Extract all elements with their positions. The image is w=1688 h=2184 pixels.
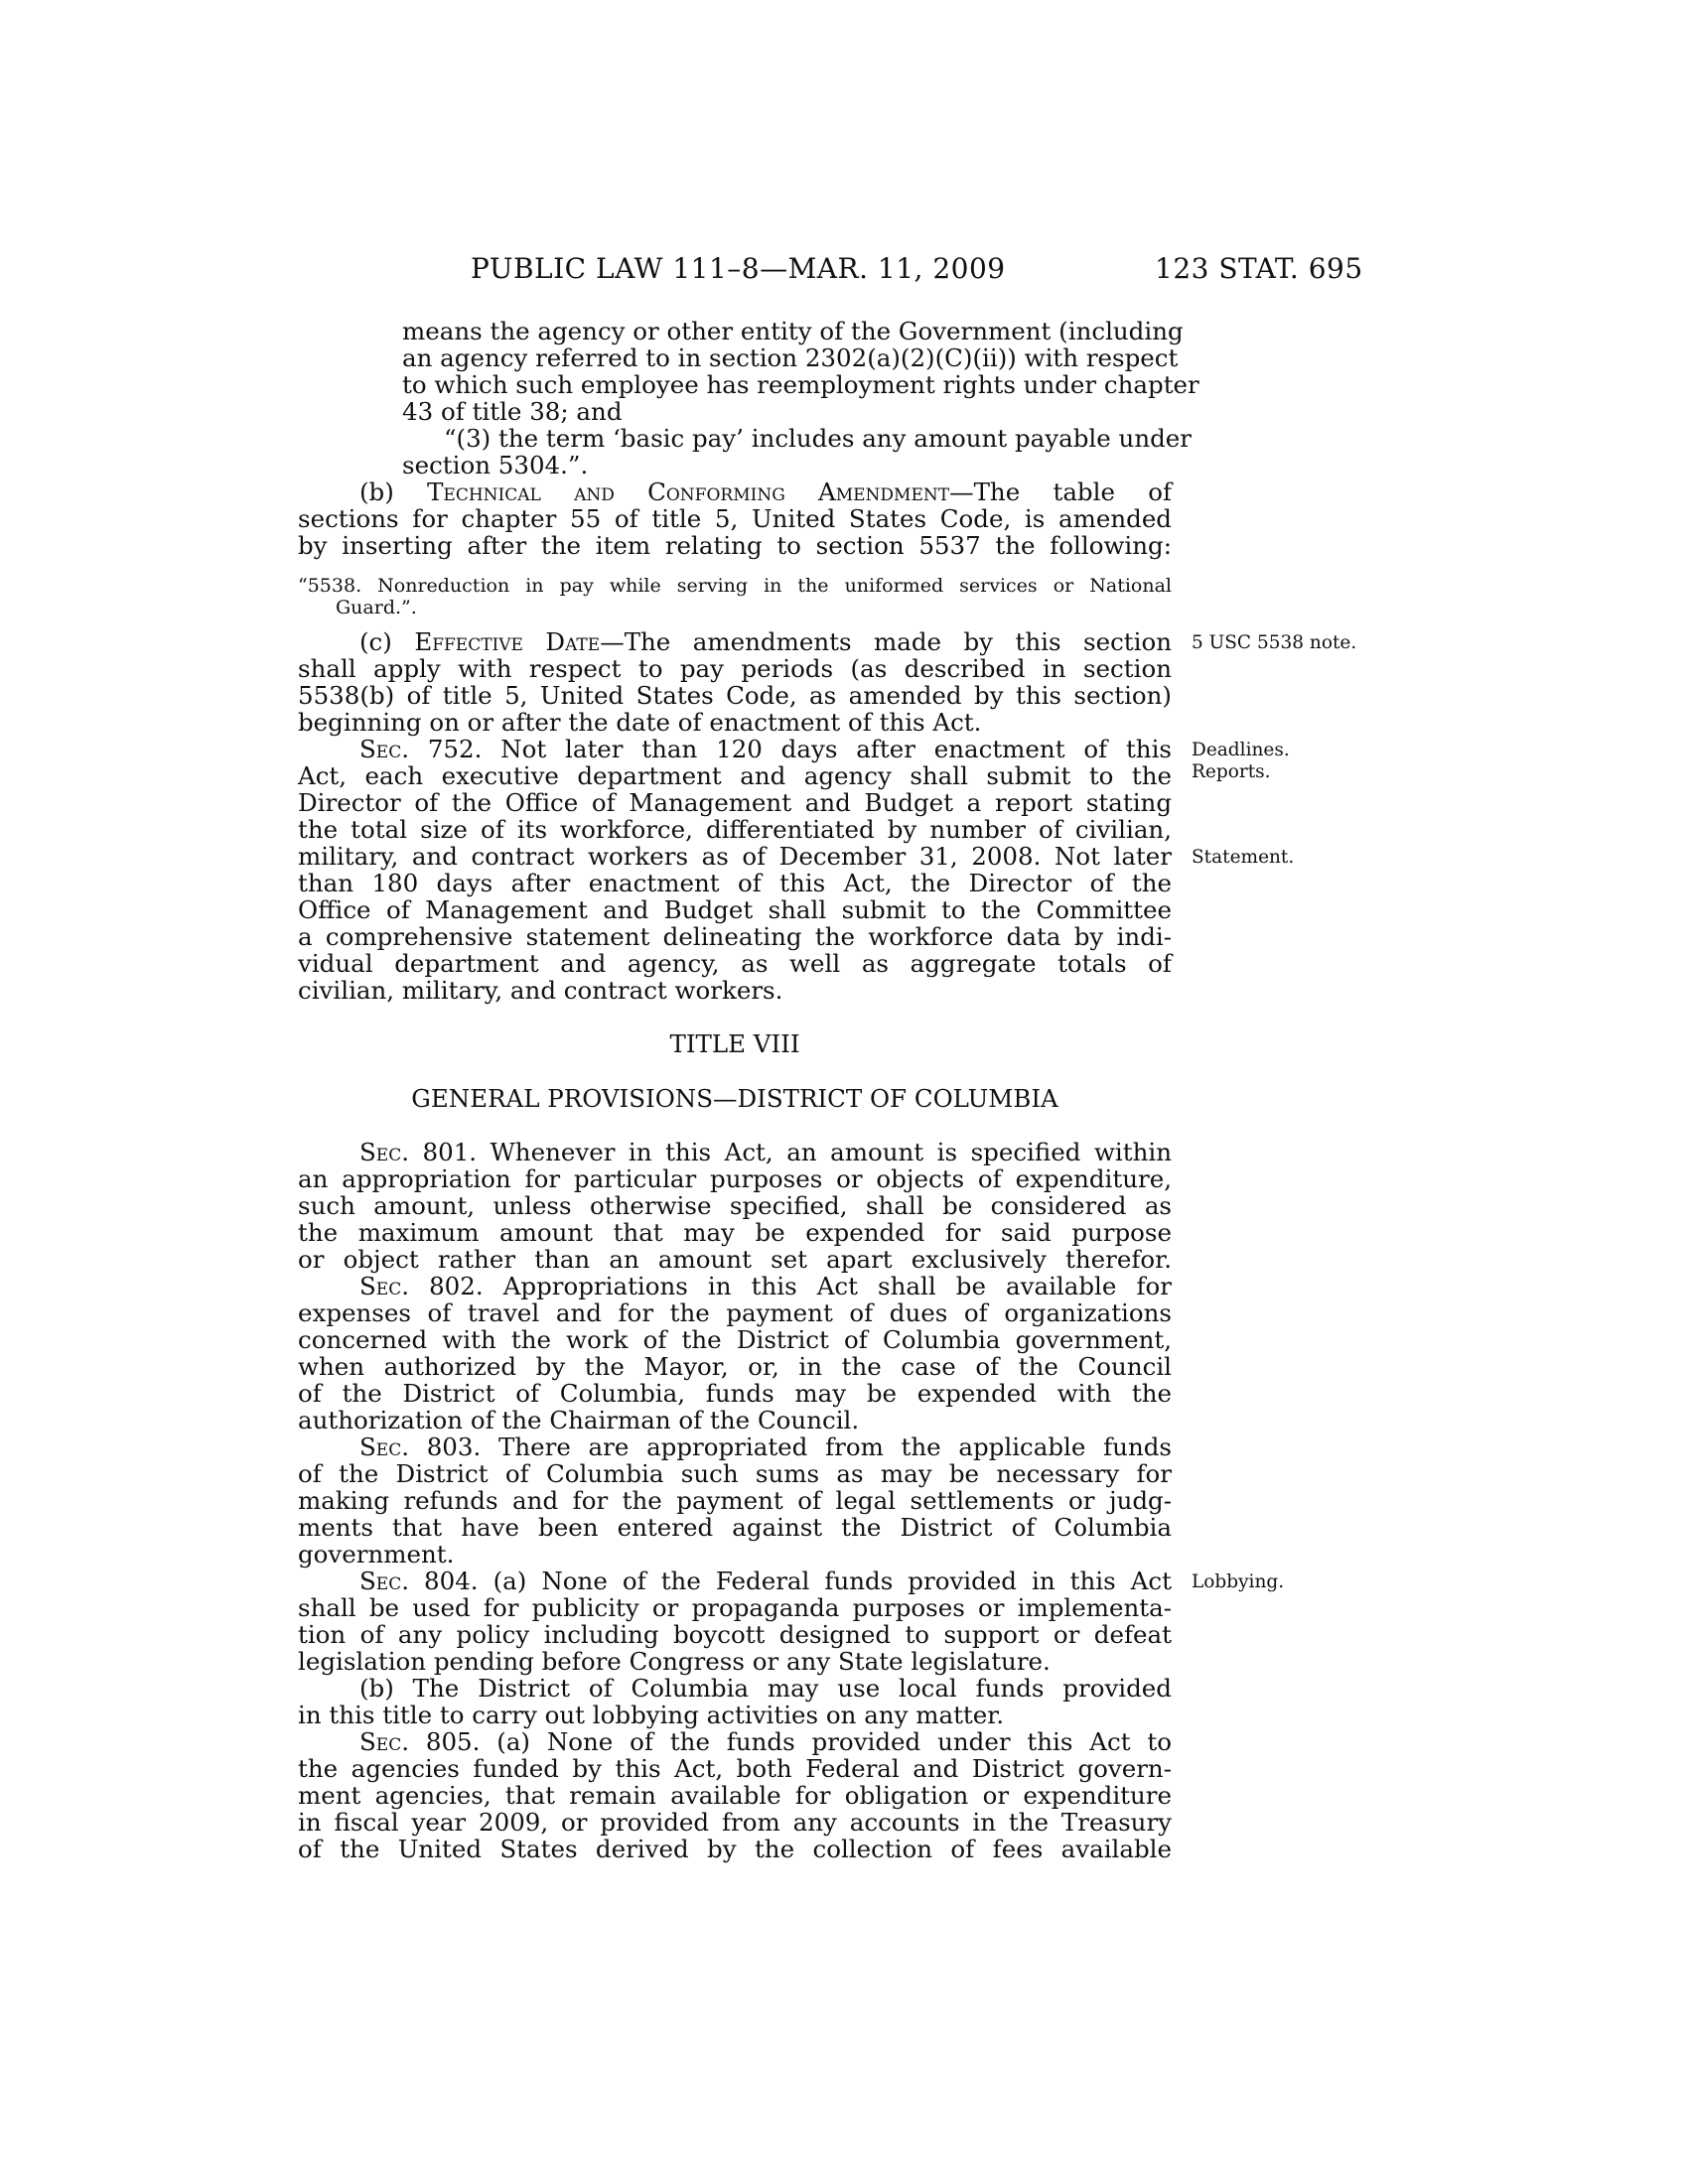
sec-label: Sec. [359, 1727, 409, 1756]
page-citation: 123 STAT. 695 [1155, 252, 1363, 285]
text-line: making refunds and for the payment of legal settlements or judg- [298, 1486, 1172, 1515]
text-line: civilian, military, and contract workers. [298, 976, 783, 1005]
sec-label: Sec. [359, 1567, 409, 1595]
text-line: 801. Whenever in this Act, an amount is specified within [422, 1138, 1172, 1166]
running-header-title: PUBLIC LAW 111–8—MAR. 11, 2009 [471, 252, 1006, 285]
text-line: by inserting after the item relating to section 5537 the following: [298, 531, 1172, 560]
text-line: of the United States derived by the collection of fees available [298, 1835, 1172, 1863]
subsection-c-heading [359, 628, 1172, 655]
text-line: 5538(b) of title 5, United States Code, as amended by this section) [298, 681, 1172, 710]
text-line: when authorized by the Mayor, or, in the case of the Council [298, 1352, 1172, 1381]
text-line: —The amendments made by this section [600, 627, 1172, 656]
text-line: expenses of travel and for the payment of dues of organizations [298, 1298, 1172, 1327]
section-801 [359, 1139, 1172, 1165]
text-line: authorization of the Chairman of the Council. [298, 1406, 860, 1434]
text-line: the total size of its workforce, differentiated by number of civilian, [298, 815, 1172, 844]
table-of-sections-item: “5538. Nonreduction in pay while serving in the uniformed services or National [298, 575, 1172, 597]
text-line: of the District of Columbia such sums as may be necessary for [298, 1459, 1172, 1488]
text-line: legislation pending before Congress or any State legislature. [298, 1647, 1051, 1676]
text-line: ments that have been entered against the District of Columbia [298, 1513, 1172, 1542]
text-line: (b) The District of Columbia may use local funds provided [359, 1674, 1172, 1703]
section-805 [359, 1728, 1172, 1755]
text-line: sections for chapter 55 of title 5, United States Code, is amended [298, 504, 1172, 533]
text-line: ment agencies, that remain available for obligation or expenditure [298, 1781, 1172, 1810]
title-heading: TITLE VIII [669, 1029, 800, 1058]
title-subheading: GENERAL PROVISIONS—DISTRICT OF COLUMBIA [411, 1084, 1058, 1113]
text-line: beginning on or after the date of enactment of this Act. [298, 708, 982, 737]
text-line: 805. (a) None of the funds provided under this Act to [425, 1727, 1172, 1756]
text-line: military, and contract workers as of December 31, 2008. Not later [298, 842, 1172, 871]
text-line: vidual department and agency, as well as aggregate totals of [298, 949, 1172, 978]
section-803 [359, 1433, 1172, 1460]
sec-label: Sec. [359, 1272, 409, 1300]
text-line: Office of Management and Budget shall submit to the Committee [298, 895, 1172, 924]
text-line: 752. Not later than 120 days after enactment of this [427, 735, 1172, 763]
sec-label: Sec. [359, 735, 409, 763]
text-line: or object rather than an amount set apart exclusively therefor. [298, 1245, 1172, 1274]
text-line: Director of the Office of Management and Budget a report stating [298, 788, 1172, 817]
text-line: section 5304.”. [402, 451, 589, 479]
margin-note-statement: Statement. [1192, 847, 1295, 868]
text-line: 804. (a) None of the Federal funds provided in this Act [424, 1567, 1172, 1595]
margin-note-lobbying: Lobbying. [1192, 1571, 1285, 1592]
text-line: the maximum amount that may be expended for said purpose [298, 1218, 1172, 1247]
subsection-heading: Technical and Conforming Amendment [427, 478, 950, 506]
text-line: of the District of Columbia, funds may be expended with the [298, 1379, 1172, 1408]
text-line: 802. Appropriations in this Act shall be available for [429, 1272, 1172, 1300]
text-line: in fiscal year 2009, or provided from any accounts in the Treasury [298, 1808, 1172, 1837]
text-line: an appropriation for particular purposes or objects of expenditure, [298, 1164, 1172, 1193]
text-line: “(3) the term ‘basic pay’ includes any amount payable under [444, 424, 1192, 453]
text-line: shall be used for publicity or propaganda purposes or implementa- [298, 1593, 1172, 1622]
text-line: such amount, unless otherwise specified, shall be considered as [298, 1191, 1172, 1220]
text-line: —The table of [949, 478, 1173, 506]
subsection-heading: Effective Date [414, 627, 601, 656]
sec-label: Sec. [359, 1138, 409, 1166]
text-line: than 180 days after enactment of this Act, the Director of the [298, 869, 1172, 897]
text-line: concerned with the work of the District of Columbia government, [298, 1325, 1172, 1354]
text-line: shall apply with respect to pay periods (as described in section [298, 654, 1172, 683]
section-752 [359, 736, 1172, 762]
subsection-label: (b) [359, 478, 394, 506]
text-line: to which such employee has reemployment rights under chapter [402, 370, 1199, 399]
text-line: 803. There are appropriated from the applicable funds [426, 1433, 1172, 1461]
section-804 [359, 1568, 1172, 1594]
margin-note-usc: 5 USC 5538 note. [1192, 632, 1357, 653]
text-line: tion of any policy including boycott designed to support or defeat [298, 1620, 1172, 1649]
sec-label: Sec. [359, 1433, 409, 1461]
margin-note-reports: Reports. [1192, 761, 1271, 782]
text-line: government. [298, 1540, 455, 1569]
section-802 [359, 1273, 1172, 1299]
text-line: a comprehensive statement delineating the workforce data by indi- [298, 922, 1172, 951]
table-of-sections-item: Guard.”. [336, 597, 417, 618]
text-line: the agencies funded by this Act, both Federal and District govern- [298, 1754, 1172, 1783]
subsection-b-heading [359, 478, 1172, 505]
subsection-label: (c) [359, 627, 392, 656]
text-line: means the agency or other entity of the Government (including [402, 317, 1184, 345]
margin-note-deadlines: Deadlines. [1192, 740, 1290, 760]
text-line: an agency referred to in section 2302(a)(2)(C)(ii)) with respect [402, 343, 1179, 372]
text-line: Act, each executive department and agency shall submit to the [298, 761, 1172, 790]
text-line: in this title to carry out lobbying activities on any matter. [298, 1701, 1005, 1729]
text-line: 43 of title 38; and [402, 397, 623, 426]
